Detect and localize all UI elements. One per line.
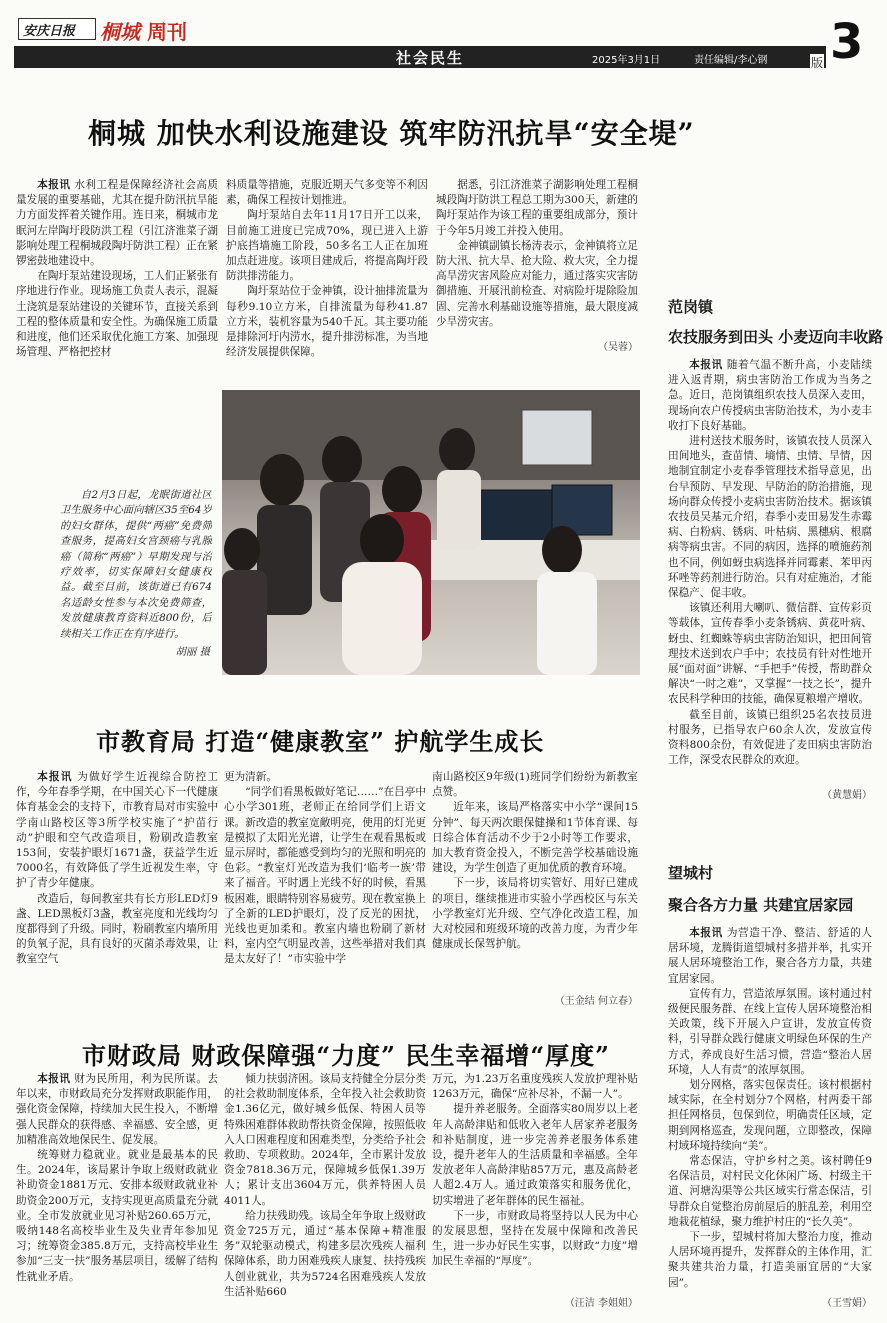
side1-headline: 农技服务到田头 小麦迈向丰收路 [668,328,884,346]
photo-credit: 胡丽 摄 [175,646,210,658]
article2-byline: （王金结 何立春） [554,996,638,1007]
side2-text-4: 常态保洁，守护乡村之美。该村聘任9名保洁员，对村民文化休闲广场、村级主干道、河塘沟渠等公共区域实行常态保洁，引导群众自觉整治房前屋后的脏乱差，利用空地栽花植绿，聚力维护村庄的“长久美”。 [668,1155,872,1228]
article2-col2 [224,770,426,1015]
article2-text-2b: “同学们看黑板做好笔记……”在吕亭中心小学301班，老师正在给同学们上语文课。新改造的教室宽敞明亮，使用的灯光更是模拟了太阳光光谱，让学生在观看黑板或显示屏时，都能感受到均匀的光照和明亮的色彩。“教室灯光改造为我们‘临考一族’带来了福音。平时遇上光线不好的时候，看黑板困难，眼睛特别容易疲劳。现在教室换上了全新的LED护眼灯，没了反光的困扰，光线也更加柔和。教室内墙也粉刷了新材料，室内空气明显改善，这些举措对我们真是太友好了！”市实验中学 [224,786,426,966]
article1-text-1: 水利工程是保障经济社会高质量发展的重要基础，尤其在提升防汛抗旱能力方面发挥着关键作用。连日来，桐城市龙眠河左岸陶圩段防洪工程（引江济淮菜子湖影响处理工程桐城段陶圩防洪工程）正在紧锣密鼓地建设中。 [16,179,218,268]
side1-text-3: 该镇还利用大喇叭、微信群、宣传彩页等载体，宣传春季小麦条锈病、黄花叶病、蚜虫、红蜘蛛等病虫害防治知识，把田间管理技术送到农户手中；农技员有针对性地开展“面对面”讲解、“手把手”传授，帮助群众解决“一时之难”，又掌握“一技之长”，提升农民科学种田的技能，确保夏粮增产增收。 [668,602,872,706]
article3-col3 [432,1072,638,1294]
article2-text-1b: 改造后，每间教室共有长方形LED灯9盏、LED黑板灯3盏，教室亮度和光线均匀度都得到了升级。同时，粉刷教室内墙所用的负氧子泥，具有良好的灭菌杀毒效果，让教室空气 [16,892,218,966]
article1-lead: 本报讯 [37,179,71,191]
page-label: 版 [811,56,824,70]
article3-text-2b: 给力扶残助残。该局全年争取上级财政资金725万元，通过“基本保障+精准服务”双轮驱动模式，构建多层次残疾人福利保障体系，助力困难残疾人康复、扶持残疾人创业就业，共为5724名困难残疾人发放生活补贴660 [224,1209,426,1298]
side1-place: 范岗镇 [668,298,714,316]
weekly-name-b: 周刊 [146,20,187,44]
side2-text-1: 为营造干净、整洁、舒适的人居环境，龙腾街道望城村多措并举，扎实开展人居环境整治工作，聚合各方力量，共建宜居家园。 [668,927,872,985]
article2-text-2: 更为清新。 [224,771,277,783]
article2-text-3: 南山路校区9年级(1)班同学们纷纷为新教室点赞。 [432,771,638,799]
article2-text-3c: 下一步，该局将切实管好、用好已建成的项目，继续推进市实验小学西校区与东关小学教室灯光升级、空气净化改造工程，加大对校园和班级环境的改善力度，为青少年健康成长保驾护航。 [432,877,638,951]
side2-text-2: 宣传有力，营造浓厚氛围。该村通过村级便民服务群、在线上宣传人居环境整治相关政策，线下开展入户宣讲，发放宣传资料，引导群众践行健康文明绿色环保的生产方式，养成良好生活习惯，营造“整治人居环境，人人有责”的浓厚氛围。 [668,987,872,1076]
article1-text-2c: 陶圩泵站位于金神镇，设计抽排流量为每秒9.10立方米，自排流量为每秒41.87立方米，装机容量为540千瓦。其主要功能是排除河圩内涝水，提升排涝标准，为当地经济发展提供保障。 [226,285,428,358]
side1-byline: （黄慧娟） [822,790,872,801]
side2-place: 望城村 [668,864,714,882]
side2-byline: （王雪娟） [822,1298,872,1309]
side2-text-5: 下一步，望城村将加大整治力度，推动人居环境再提升，发挥群众的主体作用，汇聚共建共治力量，打造美丽宜居的“大家园”。 [668,1231,872,1289]
paper-name: 安庆日报 [23,24,76,39]
issue-date: 2025年3月1日 [592,55,661,66]
side1-text-2: 进村送技术服务时，该镇农技人员深入田间地头，查苗情、墒情、虫情、旱情，因地制宜制定小麦春季管理技术指导意见，出台早预防、早发现、早防治的防治措施，现场向群众传授小麦病虫害防治技术。据该镇农技员吴基元介绍，春季小麦田易发生赤霉病、白粉病、锈病、叶枯病、黑穗病、根腐病等病虫害。不同的病因，选择的喷施药剂也不同，例如蚜虫病选择并同霉素、苯甲丙环唑等药剂进行防治。只有对症施治，才能保稳产、促丰收。 [668,435,872,600]
article3-text-3: 万元，为1.23万名重度残疾人发放护理补贴1263万元，确保“应补尽补，不漏一人”。 [432,1073,638,1101]
article1-byline: （吴蓉） [598,342,638,353]
news-photo [222,390,640,675]
page-number: 3 [830,14,864,70]
side2-text-3: 划分网格，落实包保责任。该村根据村域实际，在全村划分7个网格，村两委干部担任网格员，包保到位，明确责任区域，定期到网格巡查，发现问题，立即整改，保障村域环境持续向“美”。 [668,1079,872,1152]
article2-text-3b: 近年来，该局严格落实中小学“课间15分钟”、每天两次眼保健操和1节体育课、每日综合体育活动不少于2小时等工作要求，加大教育资金投入，不断完善学校基础设施建设，为学生创造了更加优质的教育环境。 [432,801,638,875]
paper-logo [18,18,96,40]
side2-headline: 聚合各方力量 共建宜居家园 [668,896,854,914]
article2-lead: 本报讯 [37,771,73,783]
article3-text-3b: 提升养老服务。全面落实80周岁以上老年人高龄津贴和低收入老年人居家养老服务和补贴制度，进一步完善养老服务体系建设，提升老年人的生活质量和幸福感。全年发放老年人高龄津贴857万元，惠及高龄老人超2.4万人。通过政策落实和服务优化，切实增进了老年群体的民生福祉。 [432,1103,638,1207]
article3-lead: 本报讯 [37,1073,71,1085]
article3-text-1b: 统筹财力稳就业。就业是最基本的民生。2024年，该局累计争取上级财政就业补助资金1881万元、安排本级财政就业补助资金200万元，支持实现更高质量充分就业。全市发放就业见习补贴260.65万元，吸纳148名高校毕业生及失业青年参加见习；统筹资金385.8万元，支持高校毕业生参加“三支一扶”服务基层项目，缓解了结构性就业矛盾。 [16,1149,218,1283]
photo-caption-box [60,488,212,660]
article1-text-1b: 在陶圩泵站建设现场，工人们正紧张有序地进行作业。现场施工负责人表示，混凝土浇筑是泵站建设的关键环节，直接关系到工程的整体质量和安全性。为确保施工质量和进度，他们还采取优化施工方案、加强现场管理、严格把控材 [16,270,218,358]
article1-col2 [226,178,428,358]
article3-text-2: 倾力扶弱济困。该局支持健全分层分类的社会救助制度体系，全年投入社会救助资金1.36亿元，做好城乡低保、特困人员等特殊困难群体救助帮扶资金保障，按照低收入人口困难程度和困难类型，分类给予社会救助、专项救助。2024年，全市累计发放资金7818.36万元，保障城乡低保1.39万人；累计支出3604万元，供养特困人员4011人。 [224,1073,426,1207]
side1-text-4: 截至目前，该镇已组织25名农技员进村服务，已指导农户60余人次，发放宣传资料800余份，有效促进了麦田病虫害防治工作，深受农民群众的欢迎。 [668,708,872,767]
section-name: 社会民生 [396,49,465,67]
article3-col2 [224,1072,426,1312]
article1-headline: 桐城 加快水利设施建设 筑牢防汛抗旱“安全堤” [88,117,695,150]
article3-col1 [16,1072,218,1312]
article2-headline: 市教育局 打造“健康教室” 护航学生成长 [96,727,545,756]
article2-text-1: 为做好学生近视综合防控工作，今年春季学期，在中国关心下一代健康体育基金会的支持下，市教育局对市实验中学南山路校区等3所学校实施了“护苗行动”护眼和空气改造项目，粉刷改造教室153间，安装护眼灯1671盏，获益学生近7000名，有效降低了学生近视发生率，守护了青少年健康。 [16,771,218,890]
side1-lead: 本报讯 [689,359,723,371]
article1-text-3b: 金神镇副镇长杨涛表示，金神镇将立足防大汛、抗大旱、抢大险、救大灾，全力提高旱涝灾害风险应对能力，通过落实灾害防御措施、开展汛前检查、对病险圩堤除险加固、完善水利基础设施等措施，最大限度减少旱涝灾害。 [436,239,638,328]
side1-text-1: 随着气温不断升高，小麦陆续进入返青期，病虫害防治工作成为当务之急。近日，范岗镇组织农技人员深入麦田，现场向农户传授病虫害防治技术，为小麦丰收打下良好基础。 [668,359,872,432]
article3-text-3c: 下一步，市财政局将坚持以人民为中心的发展思想，坚持在发展中保障和改善民生，进一步办好民生实事，以财政“力度”增加民生幸福的“厚度”。 [432,1209,638,1268]
article1-col3 [436,178,638,358]
side1-body [668,358,872,788]
article2-col1 [16,770,218,1015]
masthead [14,14,874,72]
side2-body [668,926,872,1292]
article1-col1 [16,178,218,358]
article3-text-1: 财为民所用，利为民所谋。去年以来，市财政局充分发挥财政职能作用，强化资金保障，持续加大民生投入，不断增强人民群众的获得感、幸福感、安全感，更加精准高效地保民生、促发展。 [16,1073,218,1146]
weekly-name-a: 桐城 [100,20,140,44]
photo-illustration [222,390,640,675]
article1-text-2b: 陶圩泵站自去年11月17日开工以来，目前施工进度已完成70%，现已进入上游护底挡墙施工阶段，50多名工人正在加班加点赶进度。该项目建成后，将提高陶圩段防洪排涝能力。 [226,209,428,283]
article3-byline: （汪洁 李姐姐） [564,1298,638,1309]
article3-headline: 市财政局 财政保障强“力度” 民生幸福增“厚度” [82,1041,610,1070]
photo-caption: 自2月3日起，龙眠街道社区卫生服务中心面向辖区35至64岁的妇女群体，提供“两癌”免费筛查服务，提高妇女宫颈癌与乳腺癌（简称“两癌”）早期发现与治疗效率，切实保障妇女健康权益。截至目前，该街道已有674名适龄女性参与本次免费筛查，发放健康教育资料近800份，后续相关工作正在有序进行。 [60,489,212,640]
weekly-logo [100,16,187,45]
editor-credit: 责任编辑/李心钢 [694,55,768,66]
article1-text-2: 料质量等措施，克服近期天气多变等不利因素，确保工程按计划推进。 [226,179,428,207]
article1-text-3: 据悉，引江济淮菜子湖影响处理工程桐城段陶圩防洪工程总工期为300天，新建的陶圩泵站作为该工程的重要组成部分，预计于今年5月竣工并投入使用。 [436,179,638,237]
side2-lead: 本报讯 [689,927,723,939]
article2-col3 [432,770,638,995]
